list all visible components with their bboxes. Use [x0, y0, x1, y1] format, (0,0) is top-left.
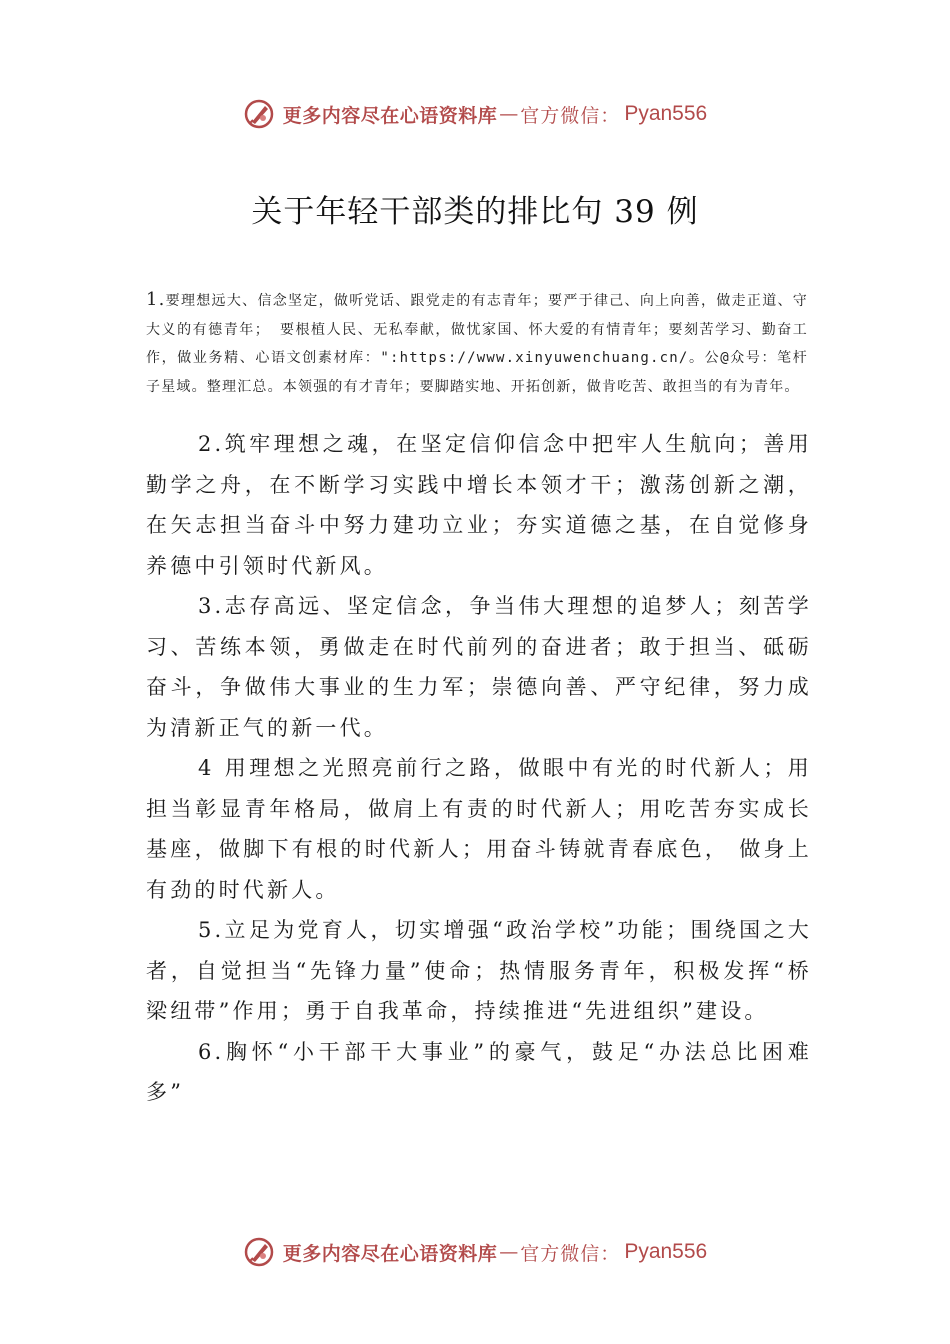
footer-banner	[0, 1234, 950, 1270]
paragraph-1-number: 1.	[146, 289, 166, 310]
quill-logo-icon	[243, 1236, 275, 1268]
paragraph-5: 5.立足为党育人，切实增强“政治学校”功能；围绕国之大者，自觉担当“先锋力量”使命；热情服务青年，积极发挥“桥梁纽带”作用；勇于自我革命，持续推进“先进组织”建设。	[146, 918, 812, 1023]
footer-wechat-label: 官方微信：	[520, 1242, 621, 1265]
page-title: 关于年轻干部类的排比句 39 例	[251, 194, 699, 230]
banner-wechat-label: 官方微信：	[520, 104, 621, 127]
footer-brand-text: 更多内容尽在心语资料库	[282, 1242, 498, 1265]
quill-logo-icon	[243, 98, 275, 130]
banner-brand-text: 更多内容尽在心语资料库	[282, 104, 498, 127]
paragraph-6: 6.胸怀“小干部干大事业”的豪气，鼓足“办法总比困难多”	[146, 1039, 812, 1104]
footer-separator: —	[499, 1241, 519, 1263]
paragraph-4: 4 用理想之光照亮前行之路，做眼中有光的时代新人；用担当彰显青年格局，做肩上有责的时代新人；用吃苦夯实成长基座，做脚下有根的时代新人；用奋斗铸就青春底色， 做身上有劲的时代新人。	[146, 756, 812, 902]
banner-wechat-id: Pyan556	[624, 102, 708, 125]
footer-wechat-id: Pyan556	[624, 1240, 708, 1263]
paragraph-1	[146, 286, 808, 401]
paragraph-2: 2.筑牢理想之魂，在坚定信仰信念中把牢人生航向；善用勤学之舟，在不断学习实践中增长本领才干；激荡创新之潮，在矢志担当奋斗中努力建功立业；夯实道德之基，在自觉修身养德中引领时代新风。	[146, 432, 812, 578]
body-paragraphs	[146, 424, 812, 1113]
paragraph-1-text: 要理想远大、信念坚定，做听党话、跟党走的有志青年；要严于律己、向上向善，做走正道、守大义的有德青年； 要根植人民、无私奉献，做忧家国、怀大爱的有情青年；要刻苦学习、勤奋工作，做业务精、心语文创素材库：":https://www.xinyuwenchuang.cn/。公@众号：笔杆子星域。整理汇总。本领强的有才青年；要脚踏实地、开拓创新，做肯吃苦、敢担当的有为青年。	[146, 293, 808, 395]
banner-separator: —	[499, 103, 519, 125]
paragraph-3: 3.志存高远、坚定信念，争当伟大理想的追梦人；刻苦学习、苦练本领，勇做走在时代前列的奋进者；敢于担当、砥砺奋斗，争做伟大事业的生力军；崇德向善、严守纪律，努力成为清新正气的新一代。	[146, 594, 812, 740]
header-banner	[0, 96, 950, 132]
